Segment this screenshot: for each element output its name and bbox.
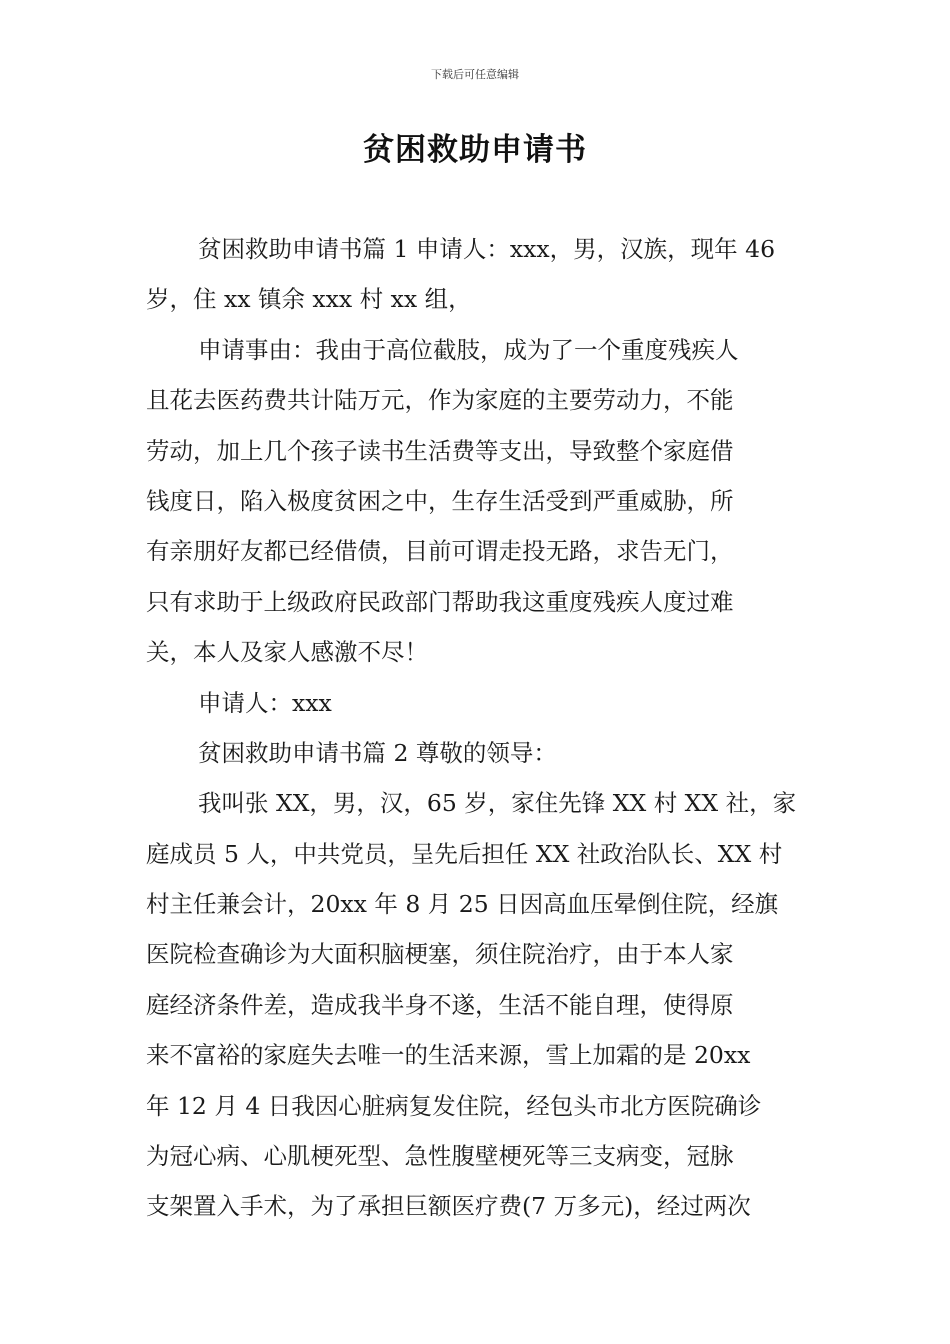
body-line: 为冠心病、心肌梗死型、急性腹壁梗死等三支病变，冠脉 <box>146 1142 734 1171</box>
document-title: 贫困救助申请书 <box>363 132 587 168</box>
body-line: 贫困救助申请书篇 2 尊敬的领导： <box>198 738 557 767</box>
body-line: 只有求助于上级政府民政部门帮助我这重度残疾人度过难 <box>146 587 734 616</box>
body-line: 有亲朋好友都已经借债，目前可谓走投无路，求告无门， <box>146 537 734 566</box>
body-line: 庭成员 5 人，中共党员，呈先后担任 XX 社政治队长、XX 村 <box>146 839 783 868</box>
body-line: 关，本人及家人感激不尽！ <box>146 638 428 667</box>
body-line: 村主任兼会计，20xx 年 8 月 25 日因高血压晕倒住院，经旗 <box>146 890 779 919</box>
body-line: 年 12 月 4 日我因心脏病复发住院，经包头市北方医院确诊 <box>146 1091 762 1120</box>
body-line: 医院检查确诊为大面积脑梗塞，须住院治疗，由于本人家 <box>146 940 734 969</box>
header-note: 下载后可任意编辑 <box>431 68 519 81</box>
body-line: 岁，住 xx 镇余 xxx 村 xx 组， <box>146 285 472 314</box>
body-line: 来不富裕的家庭失去唯一的生活来源，雪上加霜的是 20xx <box>146 1041 751 1070</box>
body-line: 贫困救助申请书篇 1 申请人：xxx，男，汉族，现年 46 <box>198 235 776 263</box>
body-line: 申请事由：我由于高位截肢，成为了一个重度残疾人 <box>198 335 739 364</box>
document-body <box>146 224 806 1232</box>
body-line: 庭经济条件差，造成我半身不遂，生活不能自理，使得原 <box>146 990 734 1019</box>
body-line: 钱度日，陷入极度贫困之中，生存生活受到严重威胁，所 <box>146 486 734 515</box>
body-line: 且花去医药费共计陆万元，作为家庭的主要劳动力，不能 <box>146 386 734 415</box>
body-line: 申请人：xxx <box>198 688 332 717</box>
body-line: 支架置入手术，为了承担巨额医疗费(7 万多元)，经过两次 <box>146 1192 751 1221</box>
body-line: 我叫张 XX，男，汉，65 岁，家住先锋 XX 村 XX 社，家 <box>198 789 797 818</box>
body-line: 劳动，加上几个孩子读书生活费等支出，导致整个家庭借 <box>146 436 734 465</box>
